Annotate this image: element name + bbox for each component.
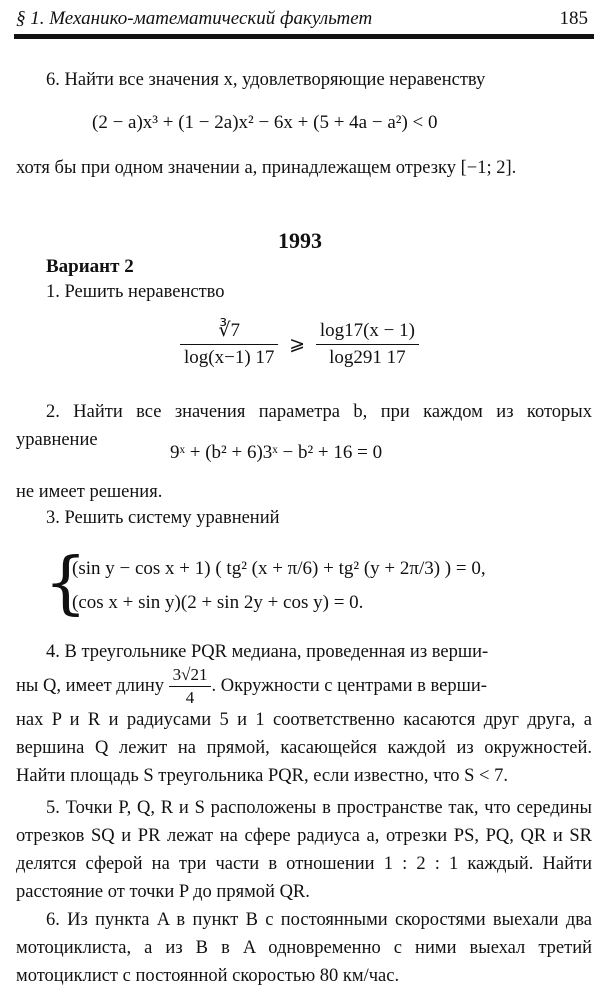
problem-6-prev-continuation: хотя бы при одном значении a, принадлежащем отрезку [−1; 2]. [16,158,517,178]
variant-heading: Вариант 2 [46,256,134,277]
problem-5-statement: 5. Точки P, Q, R и S расположены в пространстве так, что середины отрезков SQ и PR лежат на сфере радиуса a, отрезки PS, PQ, QR и SR делятся сферой на три части в отношении 1 : 2 : 1 каждый. Найти расстояние от точки P до прямой QR. [16,798,592,902]
rhs-numerator: log17(x − 1) [316,318,419,345]
system-equation-2: (cos x + sin y)(2 + sin 2y + cos y) = 0. [72,592,364,613]
lhs-numerator: ∛7 [180,318,278,345]
problem-1-inequality [180,318,419,371]
median-length-fraction [169,664,212,709]
problem-3-statement: 3. Решить систему уравнений [46,508,280,528]
median-length-numerator: 3√21 [169,664,212,687]
section-title: § 1. Механико-математический факультет [16,8,373,29]
problem-2-continuation: не имеет решения. [16,482,163,502]
rhs-fraction [316,318,419,371]
system-brace: { [44,544,88,623]
problem-4-line-2 [16,664,592,709]
running-header [14,8,594,34]
problem-4-rest: нах P и R и радиусами 5 и 1 соответственно касаются друг друга, а вершина Q лежит на прямой, касающейся каждой из окружностей. Найти площадь S треугольника PQR, если известно, что S < 7. [16,710,592,786]
problem-6-statement: 6. Из пункта A в пункт B с постоянными скоростями выехали два мотоциклиста, а из B в A одновременно с ними выехал третий мотоциклист с постоянной скоростью 80 км/час. [16,910,592,986]
relation-sign: ⩾ [289,334,306,355]
problem-1-statement: 1. Решить неравенство [46,282,225,302]
problem-4-line-2-start: ны Q, имеет длину [16,675,164,696]
problem-2-equation: 9ˣ + (b² + 6)3ˣ − b² + 16 = 0 [170,442,383,463]
lhs-denominator: log(x−1) 17 [184,347,275,368]
problem-4-line-1: 4. В треугольнике PQR медиана, проведенная из верши- [46,642,489,662]
problem-6-prev-inequality: (2 − a)x³ + (1 − 2a)x² − 6x + (5 + 4a − a²) < 0 [92,112,438,133]
page-number: 185 [559,8,588,29]
rhs-denominator: log291 17 [329,347,406,368]
lhs-fraction [180,318,278,371]
problem-2-statement: 2. Найти все значения параметра b, при каждом из которых уравнение [16,402,592,450]
problem-4-line-2-end: . Окружности с центрами в верши- [211,675,487,696]
problem-6-prev-statement: 6. Найти все значения x, удовлетворяющие неравенству [46,70,486,90]
system-equation-1: (sin y − cos x + 1) ( tg² (x + π/6) + tg² (y + 2π/3) ) = 0, [72,558,486,579]
header-rule [14,34,594,39]
median-length-denominator: 4 [185,688,195,707]
year-heading: 1993 [278,228,322,253]
